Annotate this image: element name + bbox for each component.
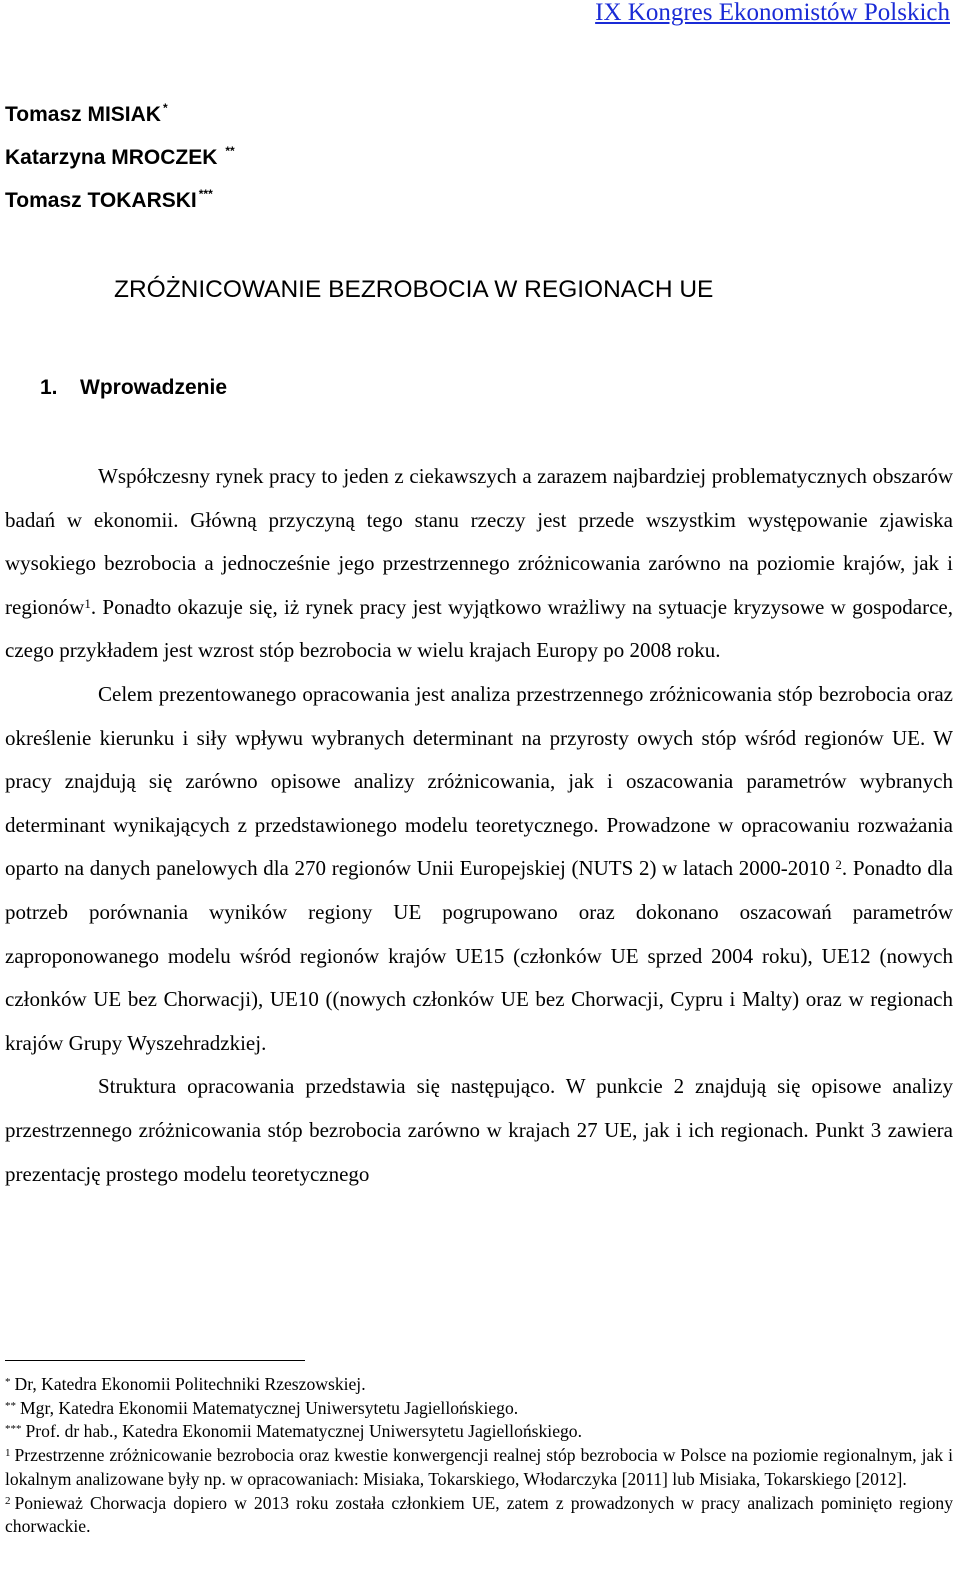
footnote — [5, 1492, 953, 1539]
footnotes — [5, 1373, 953, 1539]
paragraph-text: . Ponadto dla potrzeb porównania wyników regiony UE pogrupowano oraz dokonano oszacowań parametrów zaproponowanego modelu wśród regionów krajów UE15 (członków UE sprzed 2004 roku), UE12 (nowych członków UE bez Chorwacji), UE10 ((nowych członków UE bez Chorwacji, Cypru i Malty) oraz w regionach krajów Grupy Wyszehradzkiej. — [5, 856, 953, 1055]
paragraph-text: Współczesny rynek pracy to jeden z ciekawszych a zarazem najbardziej problematycznych obszarów badań w ekonomii. Główną przyczyną tego stanu rzeczy jest przede wszystkim występowanie zjawiska wysokiego bezrobocia a jednocześnie jego przestrzennego zróżnicowania zarówno na poziomie krajów, jak i regionów — [5, 464, 953, 619]
conference-header-link[interactable]: IX Kongres Ekonomistów Polskich — [595, 0, 950, 26]
author-name: Katarzyna MROCZEK — [5, 146, 218, 169]
footnote-text: Mgr, Katedra Ekonomii Matematycznej Uniwersytetu Jagiellońskiego. — [20, 1397, 519, 1418]
author — [5, 184, 235, 227]
paper-title: ZRÓŻNICOWANIE BEZROBOCIA W REGIONACH UE — [114, 276, 714, 303]
paragraph-text: . Ponadto okazuje się, iż rynek pracy jest wyjątkowo wrażliwy na sytuacje kryzysowe w gospodarce, czego przykładem jest wzrost stóp bezrobocia w wielu krajach Europy po 2008 roku. — [5, 594, 953, 663]
footnote — [5, 1444, 953, 1491]
footnote-ref: 1 — [84, 595, 91, 611]
footnote-ref: 2 — [835, 857, 842, 873]
footnote-mark: *** — [5, 1423, 22, 1436]
footnote-mark: 1 — [5, 1447, 11, 1460]
section-heading — [40, 371, 227, 405]
footnote-text: Prof. dr hab., Katedra Ekonomii Matematycznej Uniwersytetu Jagiellońskiego. — [25, 1421, 582, 1442]
footnote-separator — [5, 1360, 305, 1361]
paragraph — [5, 1065, 953, 1196]
author-name: Tomasz TOKARSKI — [5, 189, 197, 212]
author-name: Tomasz MISIAK — [5, 103, 161, 126]
section-number: 1. — [40, 376, 58, 399]
footnote-text: Ponieważ Chorwacja dopiero w 2013 roku została członkiem UE, zatem z prowadzonych w pracy analizach pominięto regiony chorwackie. — [5, 1492, 953, 1537]
paragraph-text: Celem prezentowanego opracowania jest analiza przestrzennego zróżnicowania stóp bezrobocia oraz określenie kierunku i siły wpływu wybranych determinant na przyrosty owych stóp wśród regionów UE. W pracy znajdują się zarówno opisowe analizy zróżnicowania, jak i oszacowania parametrów wybranych determinant wynikających z przedstawionego modelu teoretycznego. Prowadzone w opracowaniu rozważania oparto na danych panelowych dla 270 regionów Unii Europejskiej (NUTS 2) w latach 2000-2010 — [5, 681, 953, 881]
body-text — [5, 455, 953, 1196]
footnote-mark: * — [5, 1376, 11, 1388]
author-list — [5, 98, 235, 227]
footnote — [5, 1420, 953, 1444]
section-title: Wprowadzenie — [80, 376, 228, 399]
footnote-text: Przestrzenne zróżnicowanie bezrobocia oraz kwestie konwergencji realnej stóp bezrobocia w Polsce na poziomie regionalnym, jak i lokalnym analizowane były np. w opracowaniach: Misiaka, Tokarskiego, Włodarczyka [2011] lub Misiaka, Tokarskiego [2012]. — [5, 1445, 953, 1489]
author-footnote-mark: ** — [225, 144, 235, 158]
footnote-text: Dr, Katedra Ekonomii Politechniki Rzeszowskiej. — [14, 1374, 366, 1394]
footnote-mark: ** — [5, 1399, 16, 1412]
author-footnote-mark: *** — [198, 187, 213, 201]
footnote — [5, 1373, 953, 1397]
paragraph — [5, 455, 953, 673]
author — [5, 98, 235, 141]
paragraph — [5, 673, 953, 1065]
author — [5, 141, 235, 184]
footnote-mark: 2 — [5, 1494, 11, 1507]
author-footnote-mark: * — [162, 101, 168, 115]
paragraph-text: Struktura opracowania przedstawia się następująco. W punkcie 2 znajdują się opisowe analizy przestrzennego zróżnicowania stóp bezrobocia zarówno w krajach 27 UE, jak i ich regionach. Punkt 3 zawiera prezentację prostego modelu teoretycznego — [5, 1074, 953, 1186]
footnote — [5, 1397, 953, 1421]
